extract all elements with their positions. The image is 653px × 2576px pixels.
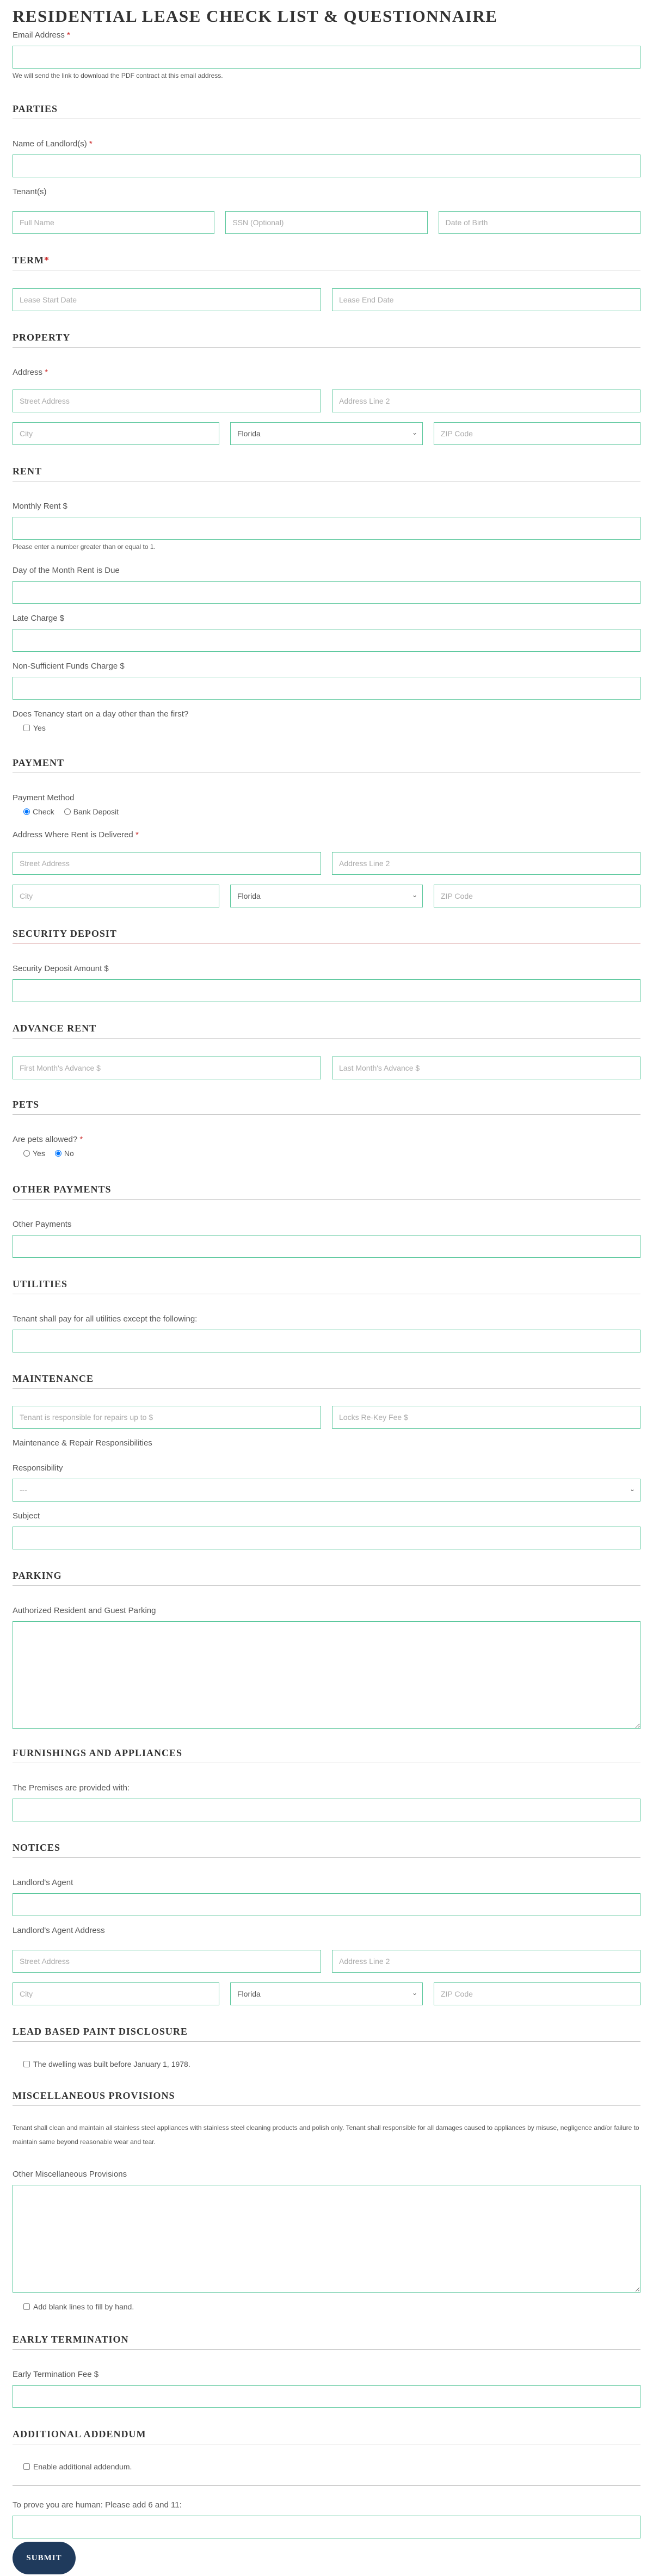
parties-heading: PARTIES bbox=[13, 103, 58, 114]
payment-heading: PAYMENT bbox=[13, 757, 65, 768]
utilities-input[interactable] bbox=[13, 1330, 640, 1352]
due-day-label: Day of the Month Rent is Due bbox=[13, 566, 120, 575]
tenant-ssn-input[interactable] bbox=[225, 211, 427, 234]
divider bbox=[13, 347, 640, 348]
monthly-rent-label: Monthly Rent $ bbox=[13, 502, 67, 511]
early-heading: EARLY TERMINATION bbox=[13, 2334, 129, 2345]
state-value: Florida bbox=[230, 1982, 423, 2005]
checkbox[interactable] bbox=[23, 2303, 30, 2310]
late-charge-input[interactable] bbox=[13, 629, 640, 652]
pets-radios bbox=[23, 1149, 640, 1158]
chevron-down-icon: ⌄ bbox=[629, 1485, 635, 1493]
parking-label: Authorized Resident and Guest Parking bbox=[13, 1606, 156, 1615]
tenancy-question: Does Tenancy start on a day other than the first? bbox=[13, 709, 189, 719]
radio-pets-no[interactable] bbox=[55, 1149, 74, 1158]
furnishings-heading: FURNISHINGS AND APPLIANCES bbox=[13, 1747, 183, 1758]
divider bbox=[13, 2105, 640, 2106]
captcha-input[interactable] bbox=[13, 2516, 640, 2538]
misc-heading: MISCELLANEOUS PROVISIONS bbox=[13, 2090, 175, 2101]
late-charge-label: Late Charge $ bbox=[13, 614, 65, 623]
landlord-label: Name of Landlord(s) * bbox=[13, 139, 93, 149]
misc-text: Tenant shall clean and maintain all stainless steel appliances with stainless steel cleaning products and polish only. Tenant shall responsible for all damages caused to appliances by misuse, negligence and/or failure to maintain same beyond reasonable wear and tear. bbox=[13, 2124, 639, 2146]
radio-label: Bank Deposit bbox=[73, 807, 119, 816]
agent-input[interactable] bbox=[13, 1893, 640, 1916]
payment-state-select[interactable] bbox=[230, 885, 423, 907]
checkbox-label: Add blank lines to fill by hand. bbox=[33, 2302, 134, 2311]
radio-pets-yes[interactable] bbox=[23, 1149, 45, 1158]
chevron-down-icon: ⌄ bbox=[411, 891, 417, 899]
security-heading: SECURITY DEPOSIT bbox=[13, 928, 117, 939]
other-misc-label: Other Miscellaneous Provisions bbox=[13, 2170, 127, 2179]
last-month-advance-input[interactable] bbox=[332, 1057, 640, 1079]
property-address-label: Address * bbox=[13, 368, 48, 377]
other-payments-heading: OTHER PAYMENTS bbox=[13, 1184, 112, 1195]
lease-end-input[interactable] bbox=[332, 288, 640, 311]
divider bbox=[13, 1199, 640, 1200]
payment-method-radios bbox=[23, 807, 640, 816]
email-hint: We will send the link to download the PDF contract at this email address. bbox=[13, 72, 223, 79]
radio-check[interactable] bbox=[23, 807, 54, 816]
checkbox[interactable] bbox=[23, 725, 30, 731]
checkbox-label: The dwelling was built before January 1, 1978. bbox=[33, 2060, 190, 2068]
furnishings-input[interactable] bbox=[13, 1799, 640, 1821]
furnishings-label: The Premises are provided with: bbox=[13, 1783, 130, 1793]
monthly-rent-input[interactable] bbox=[13, 517, 640, 540]
radio[interactable] bbox=[64, 808, 71, 815]
parking-textarea[interactable] bbox=[13, 1621, 640, 1729]
payment-zip-input[interactable] bbox=[434, 885, 640, 907]
payment-city-input[interactable] bbox=[13, 885, 219, 907]
monthly-rent-hint: Please enter a number greater than or equal to 1. bbox=[13, 543, 156, 551]
pets-heading: PETS bbox=[13, 1099, 40, 1110]
payment-line2-input[interactable] bbox=[332, 852, 640, 875]
chevron-down-icon: ⌄ bbox=[411, 429, 417, 436]
tenant-full-name-input[interactable] bbox=[13, 211, 214, 234]
security-amount-label: Security Deposit Amount $ bbox=[13, 964, 109, 973]
checkbox[interactable] bbox=[23, 2463, 30, 2470]
divider bbox=[13, 1038, 640, 1039]
rent-heading: RENT bbox=[13, 466, 42, 477]
radio-label: Check bbox=[33, 807, 54, 816]
security-amount-input[interactable] bbox=[13, 979, 640, 1002]
radio-label: No bbox=[64, 1149, 74, 1158]
delivered-label: Address Where Rent is Delivered * bbox=[13, 830, 139, 839]
agent-line2-input[interactable] bbox=[332, 1950, 640, 1973]
agent-city-input[interactable] bbox=[13, 1982, 219, 2005]
state-value: Florida bbox=[230, 885, 423, 907]
addendum-heading: ADDITIONAL ADDENDUM bbox=[13, 2429, 146, 2439]
radio[interactable] bbox=[23, 808, 30, 815]
nsf-label: Non-Sufficient Funds Charge $ bbox=[13, 662, 125, 671]
property-street-input[interactable] bbox=[13, 390, 321, 412]
divider bbox=[13, 1857, 640, 1858]
divider bbox=[13, 1388, 640, 1389]
page-title: RESIDENTIAL LEASE CHECK LIST & QUESTIONNAIRE bbox=[13, 7, 498, 26]
tenant-dob-input[interactable] bbox=[439, 211, 640, 234]
lead-heading: LEAD BASED PAINT DISCLOSURE bbox=[13, 2026, 188, 2037]
captcha-label: To prove you are human: Please add 6 and 11: bbox=[13, 2500, 182, 2510]
divider bbox=[13, 2485, 640, 2486]
checkbox[interactable] bbox=[23, 2061, 30, 2067]
divider bbox=[13, 1585, 640, 1586]
addendum-checkbox[interactable] bbox=[23, 2462, 640, 2471]
responsibility-select[interactable] bbox=[13, 1479, 640, 1502]
utilities-label: Tenant shall pay for all utilities except the following: bbox=[13, 1314, 198, 1324]
maintenance-heading: MAINTENANCE bbox=[13, 1373, 94, 1384]
utilities-heading: UTILITIES bbox=[13, 1278, 68, 1289]
agent-label: Landlord's Agent bbox=[13, 1878, 73, 1887]
agent-street-input[interactable] bbox=[13, 1950, 321, 1973]
checkbox-label: Yes bbox=[33, 724, 46, 732]
property-line2-input[interactable] bbox=[332, 390, 640, 412]
responsibilities-label: Maintenance & Repair Responsibilities bbox=[13, 1438, 152, 1448]
first-month-advance-input[interactable] bbox=[13, 1057, 321, 1079]
chevron-down-icon: ⌄ bbox=[411, 1989, 417, 1997]
radio[interactable] bbox=[55, 1150, 61, 1157]
agent-address-label: Landlord's Agent Address bbox=[13, 1926, 105, 1935]
checkbox-label: Enable additional addendum. bbox=[33, 2462, 132, 2471]
state-value: Florida bbox=[230, 422, 423, 445]
divider bbox=[13, 943, 640, 944]
radio-label: Yes bbox=[33, 1149, 45, 1158]
submit-button[interactable]: SUBMIT bbox=[13, 2542, 76, 2574]
landlord-input[interactable] bbox=[13, 155, 640, 177]
tenancy-yes-checkbox[interactable] bbox=[23, 724, 640, 732]
early-fee-input[interactable] bbox=[13, 2385, 640, 2408]
payment-street-input[interactable] bbox=[13, 852, 321, 875]
property-state-select[interactable] bbox=[230, 422, 423, 445]
property-city-input[interactable] bbox=[13, 422, 219, 445]
nsf-input[interactable] bbox=[13, 677, 640, 700]
repairs-limit-input[interactable] bbox=[13, 1406, 321, 1429]
divider bbox=[13, 1114, 640, 1115]
lead-checkbox[interactable] bbox=[23, 2060, 640, 2068]
other-payments-input[interactable] bbox=[13, 1235, 640, 1258]
pets-question: Are pets allowed? * bbox=[13, 1135, 83, 1144]
notices-heading: NOTICES bbox=[13, 1842, 61, 1853]
lease-start-input[interactable] bbox=[13, 288, 321, 311]
divider bbox=[13, 2041, 640, 2042]
email-input[interactable] bbox=[13, 46, 640, 69]
tenants-label: Tenant(s) bbox=[13, 187, 47, 196]
early-fee-label: Early Termination Fee $ bbox=[13, 2370, 99, 2379]
subject-label: Subject bbox=[13, 1511, 40, 1521]
responsibility-label: Responsibility bbox=[13, 1463, 63, 1473]
other-payments-label: Other Payments bbox=[13, 1220, 72, 1229]
radio[interactable] bbox=[23, 1150, 30, 1157]
agent-zip-input[interactable] bbox=[434, 1982, 640, 2005]
other-misc-textarea[interactable] bbox=[13, 2185, 640, 2293]
property-zip-input[interactable] bbox=[434, 422, 640, 445]
subject-input[interactable] bbox=[13, 1527, 640, 1549]
due-day-input[interactable] bbox=[13, 581, 640, 604]
divider bbox=[13, 2349, 640, 2350]
term-heading: TERM* bbox=[13, 255, 50, 265]
advance-heading: ADVANCE RENT bbox=[13, 1023, 97, 1034]
responsibility-value: --- bbox=[13, 1479, 640, 1502]
rekey-fee-input[interactable] bbox=[332, 1406, 640, 1429]
payment-method-label: Payment Method bbox=[13, 793, 75, 802]
email-label: Email Address * bbox=[13, 30, 70, 40]
property-heading: PROPERTY bbox=[13, 332, 71, 343]
parking-heading: PARKING bbox=[13, 1570, 62, 1581]
radio-bank-deposit[interactable] bbox=[64, 807, 119, 816]
blank-lines-checkbox[interactable] bbox=[23, 2302, 640, 2311]
agent-state-select[interactable] bbox=[230, 1982, 423, 2005]
